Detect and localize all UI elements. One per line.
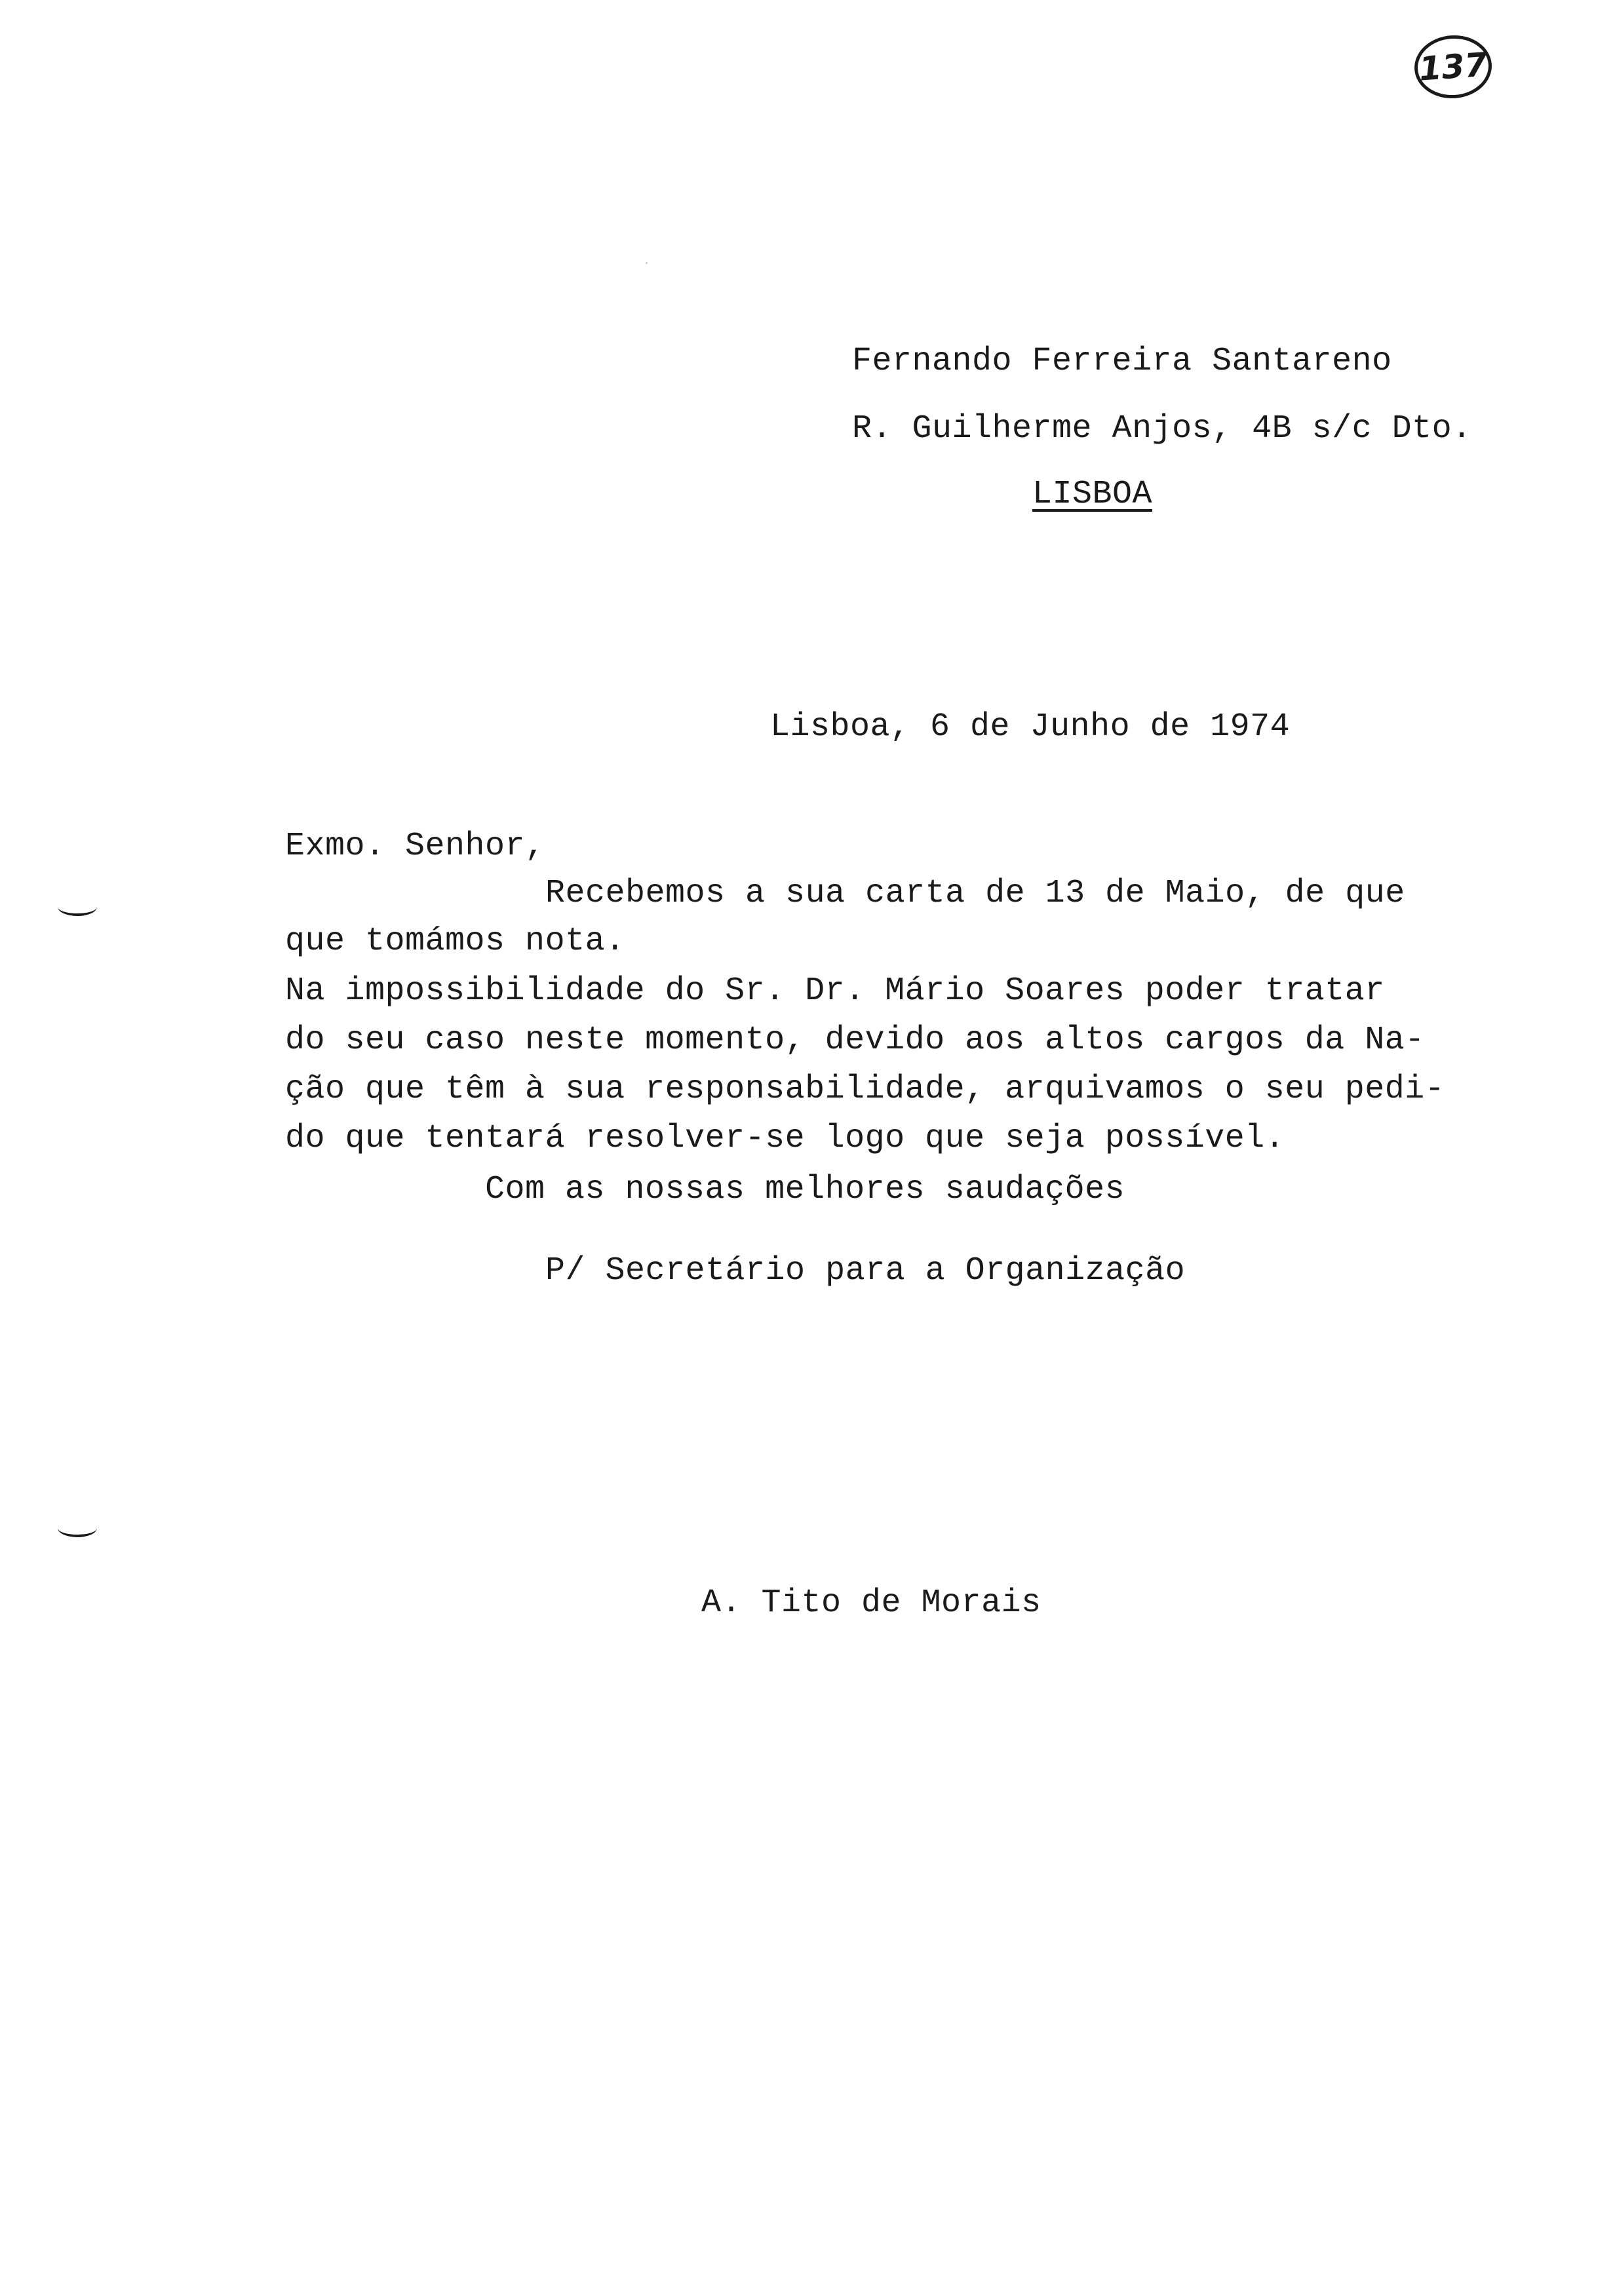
body-line-5: ção que têm à sua responsabilidade, arquivamos o seu pedi-	[285, 1071, 1445, 1108]
page-number-stamp: 137	[1412, 33, 1494, 101]
body-line-2: que tomámos nota.	[285, 923, 625, 960]
signature-title: P/ Secretário para a Organização	[545, 1252, 1186, 1290]
signature-name: A. Tito de Morais	[701, 1584, 1041, 1622]
scan-speck	[646, 262, 648, 264]
recipient-address: R. Guilherme Anjos, 4B s/c Dto.	[852, 410, 1472, 448]
punch-hole-mark-bottom	[58, 1519, 97, 1537]
body-line-6: do que tentará resolver-se logo que seja possível.	[285, 1120, 1285, 1157]
salutation: Exmo. Senhor,	[285, 828, 545, 865]
closing-line: Com as nossas melhores saudações	[485, 1171, 1125, 1208]
date-line: Lisboa, 6 de Junho de 1974	[770, 708, 1291, 746]
body-line-3: Na impossibilidade do Sr. Dr. Mário Soares poder tratar	[285, 972, 1385, 1010]
recipient-name: Fernando Ferreira Santareno	[852, 343, 1392, 380]
body-line-1: Recebemos a sua carta de 13 de Maio, de que	[545, 875, 1405, 912]
body-line-4: do seu caso neste momento, devido aos altos cargos da Na-	[285, 1022, 1425, 1059]
punch-hole-mark-top	[58, 898, 97, 916]
recipient-city: LISBOA	[1032, 476, 1153, 513]
